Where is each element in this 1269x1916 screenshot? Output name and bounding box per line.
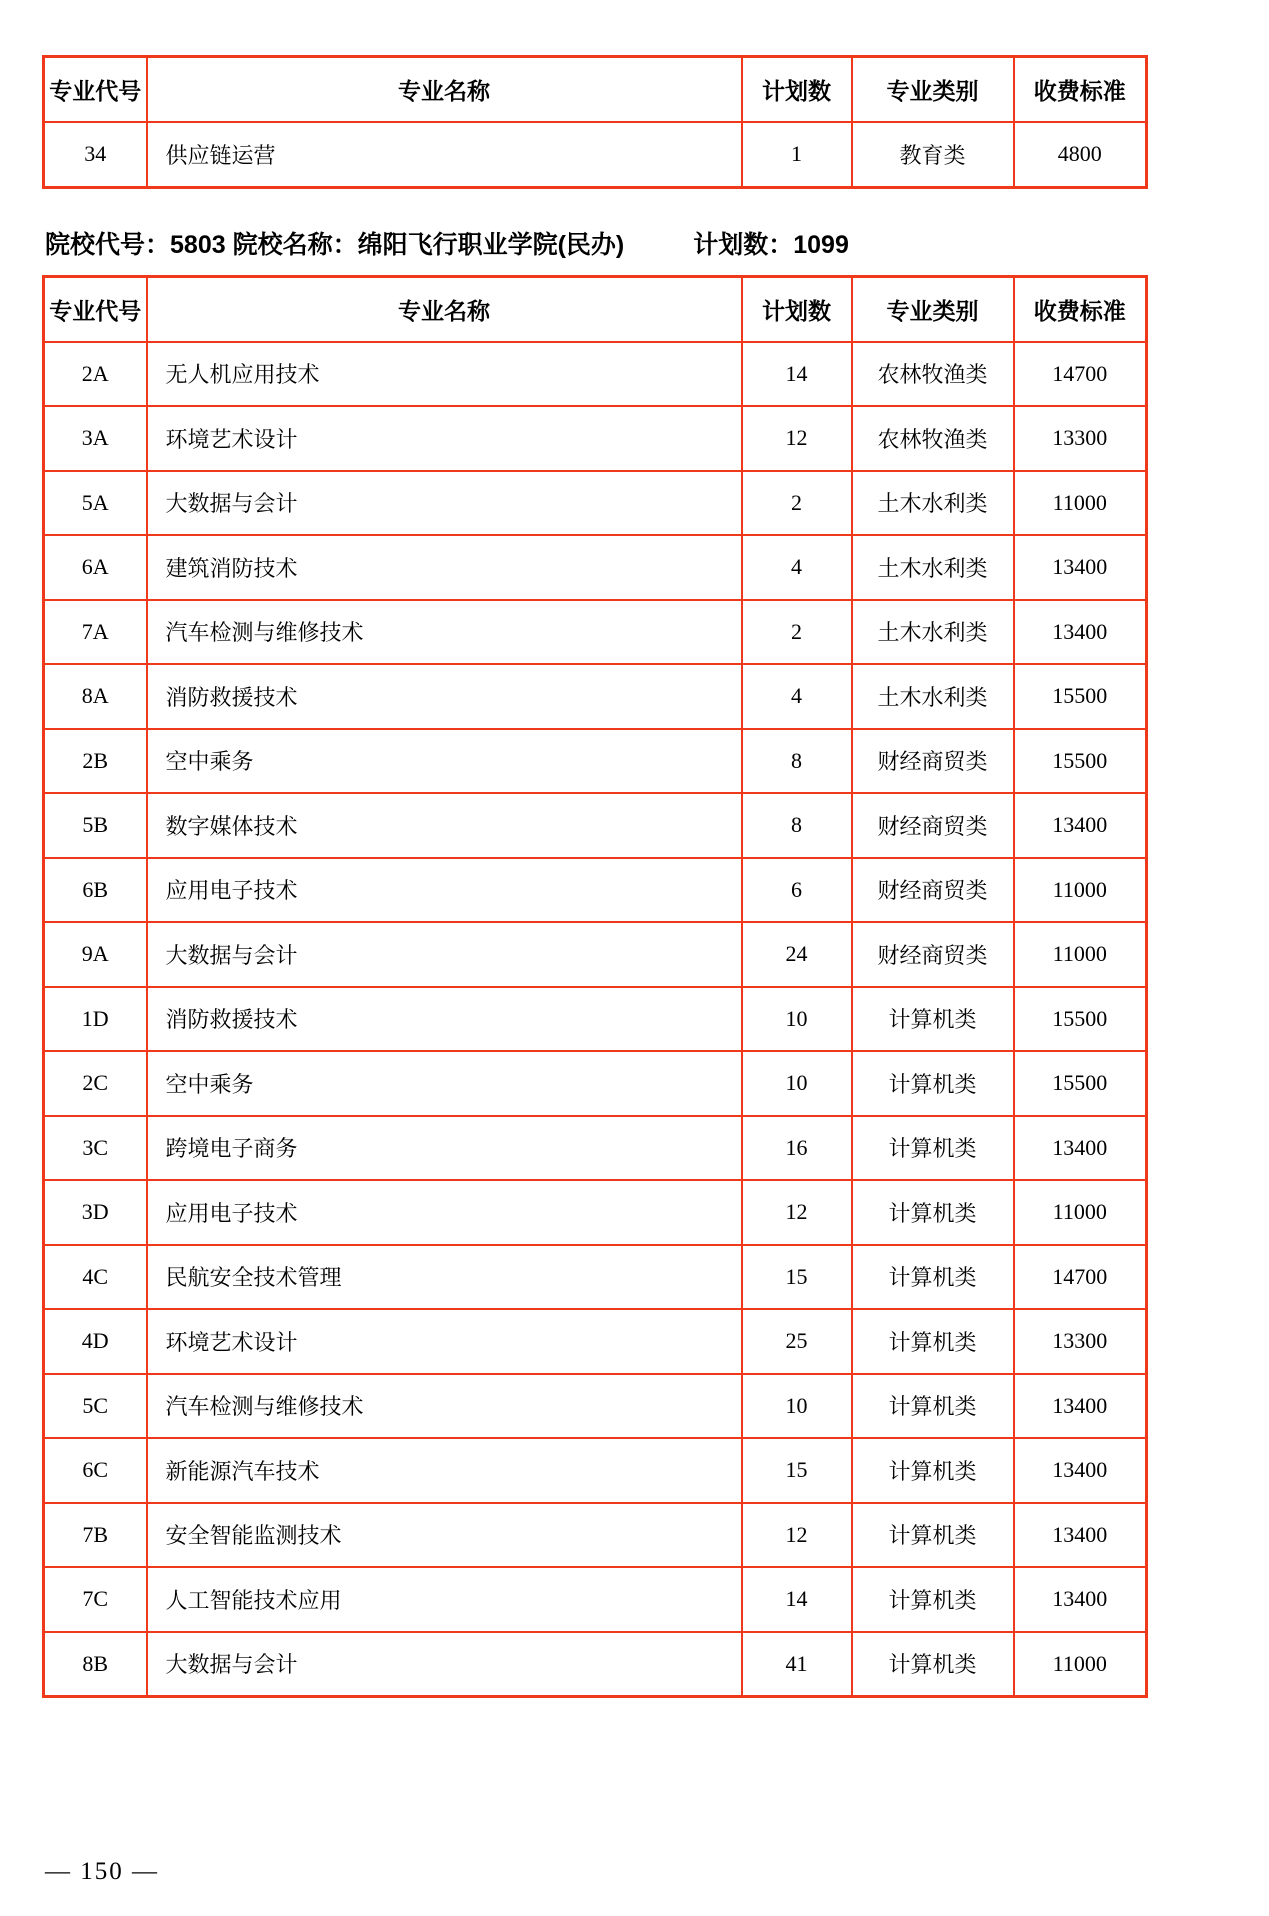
table-row	[44, 858, 1147, 923]
header-plan-count: 计划数	[742, 276, 852, 342]
table-row	[44, 122, 1147, 187]
table-row	[44, 664, 1147, 729]
cell-fee-standard: 15500	[1014, 1051, 1147, 1116]
cell-major-code: 7C	[44, 1567, 147, 1632]
cell-major-name: 消防救援技术	[147, 987, 742, 1052]
table-header-row	[44, 57, 1147, 123]
cell-major-code: 3D	[44, 1180, 147, 1245]
table-row	[44, 535, 1147, 600]
cell-major-category: 土木水利类	[852, 664, 1014, 729]
cell-major-name: 汽车检测与维修技术	[147, 1374, 742, 1439]
college-plan-label: 计划数：	[693, 230, 794, 259]
cell-major-name: 大数据与会计	[147, 1632, 742, 1697]
table-row	[44, 1245, 1147, 1310]
cell-plan-count: 15	[742, 1245, 852, 1310]
cell-plan-count: 8	[742, 729, 852, 794]
cell-major-name: 环境艺术设计	[147, 1309, 742, 1374]
cell-major-category: 土木水利类	[852, 600, 1014, 665]
cell-major-name: 民航安全技术管理	[147, 1245, 742, 1310]
header-major-category: 专业类别	[852, 276, 1014, 342]
cell-major-category: 农林牧渔类	[852, 406, 1014, 471]
cell-major-code: 3C	[44, 1116, 147, 1181]
table-row	[44, 793, 1147, 858]
cell-major-name: 环境艺术设计	[147, 406, 742, 471]
college-header	[45, 225, 1269, 261]
table-row	[44, 342, 1147, 407]
cell-major-name: 应用电子技术	[147, 858, 742, 923]
table-body	[44, 122, 1147, 187]
cell-fee-standard: 13400	[1014, 535, 1147, 600]
cell-fee-standard: 15500	[1014, 664, 1147, 729]
cell-major-category: 财经商贸类	[852, 793, 1014, 858]
cell-fee-standard: 11000	[1014, 471, 1147, 536]
cell-fee-standard: 11000	[1014, 858, 1147, 923]
table-header-row	[44, 276, 1147, 342]
cell-plan-count: 16	[742, 1116, 852, 1181]
cell-major-category: 土木水利类	[852, 471, 1014, 536]
cell-major-code: 2A	[44, 342, 147, 407]
cell-fee-standard: 13400	[1014, 1567, 1147, 1632]
cell-major-category: 计算机类	[852, 987, 1014, 1052]
cell-major-code: 4D	[44, 1309, 147, 1374]
cell-major-category: 财经商贸类	[852, 729, 1014, 794]
cell-fee-standard: 13300	[1014, 1309, 1147, 1374]
cell-major-name: 无人机应用技术	[147, 342, 742, 407]
cell-major-code: 6C	[44, 1438, 147, 1503]
cell-plan-count: 15	[742, 1438, 852, 1503]
cell-major-code: 8A	[44, 664, 147, 729]
cell-major-name: 空中乘务	[147, 729, 742, 794]
cell-major-name: 人工智能技术应用	[147, 1567, 742, 1632]
page-number: — 150 —	[45, 1858, 159, 1885]
cell-plan-count: 4	[742, 535, 852, 600]
cell-major-code: 8B	[44, 1632, 147, 1697]
cell-major-code: 2B	[44, 729, 147, 794]
cell-plan-count: 4	[742, 664, 852, 729]
cell-major-name: 大数据与会计	[147, 471, 742, 536]
cell-major-code: 5C	[44, 1374, 147, 1439]
cell-fee-standard: 15500	[1014, 729, 1147, 794]
table-row	[44, 1051, 1147, 1116]
cell-major-category: 计算机类	[852, 1503, 1014, 1568]
table-row	[44, 1180, 1147, 1245]
table-row	[44, 600, 1147, 665]
cell-fee-standard: 13400	[1014, 1374, 1147, 1439]
cell-fee-standard: 14700	[1014, 342, 1147, 407]
cell-plan-count: 41	[742, 1632, 852, 1697]
cell-major-code: 7B	[44, 1503, 147, 1568]
cell-major-code: 3A	[44, 406, 147, 471]
cell-major-name: 汽车检测与维修技术	[147, 600, 742, 665]
header-fee-standard: 收费标准	[1014, 57, 1147, 123]
cell-major-name: 建筑消防技术	[147, 535, 742, 600]
college-name-label: 院校名称：	[232, 230, 358, 259]
table-row	[44, 1309, 1147, 1374]
header-major-code: 专业代号	[44, 57, 147, 123]
cell-major-name: 供应链运营	[147, 122, 742, 187]
cell-major-category: 计算机类	[852, 1632, 1014, 1697]
cell-major-code: 5A	[44, 471, 147, 536]
cell-major-category: 土木水利类	[852, 535, 1014, 600]
table-row	[44, 1632, 1147, 1697]
header-fee-standard: 收费标准	[1014, 276, 1147, 342]
cell-major-code: 9A	[44, 922, 147, 987]
cell-major-code: 6A	[44, 535, 147, 600]
cell-plan-count: 12	[742, 1180, 852, 1245]
cell-major-category: 计算机类	[852, 1051, 1014, 1116]
cell-plan-count: 12	[742, 406, 852, 471]
cell-major-name: 数字媒体技术	[147, 793, 742, 858]
plan-table-college	[42, 275, 1148, 1699]
cell-plan-count: 2	[742, 600, 852, 665]
header-plan-count: 计划数	[742, 57, 852, 123]
cell-major-code: 7A	[44, 600, 147, 665]
cell-fee-standard: 13400	[1014, 1438, 1147, 1503]
cell-major-code: 2C	[44, 1051, 147, 1116]
cell-major-category: 计算机类	[852, 1374, 1014, 1439]
cell-plan-count: 14	[742, 342, 852, 407]
cell-plan-count: 12	[742, 1503, 852, 1568]
cell-fee-standard: 14700	[1014, 1245, 1147, 1310]
cell-major-code: 34	[44, 122, 147, 187]
cell-major-category: 教育类	[852, 122, 1014, 187]
college-code-label: 院校代号：	[45, 230, 171, 259]
cell-major-name: 安全智能监测技术	[147, 1503, 742, 1568]
cell-fee-standard: 13400	[1014, 1116, 1147, 1181]
cell-plan-count: 6	[742, 858, 852, 923]
cell-plan-count: 2	[742, 471, 852, 536]
cell-major-code: 5B	[44, 793, 147, 858]
cell-major-category: 计算机类	[852, 1116, 1014, 1181]
table-row	[44, 471, 1147, 536]
cell-major-name: 空中乘务	[147, 1051, 742, 1116]
cell-major-category: 财经商贸类	[852, 922, 1014, 987]
table-row	[44, 1503, 1147, 1568]
cell-major-category: 计算机类	[852, 1309, 1014, 1374]
cell-major-category: 财经商贸类	[852, 858, 1014, 923]
table-row	[44, 1374, 1147, 1439]
table-body	[44, 342, 1147, 1697]
table-row	[44, 987, 1147, 1052]
cell-plan-count: 1	[742, 122, 852, 187]
cell-major-name: 应用电子技术	[147, 1180, 742, 1245]
cell-major-category: 计算机类	[852, 1180, 1014, 1245]
cell-major-category: 计算机类	[852, 1245, 1014, 1310]
college-plan-value: 1099	[793, 230, 849, 259]
header-major-category: 专业类别	[852, 57, 1014, 123]
cell-plan-count: 10	[742, 1374, 852, 1439]
cell-major-code: 1D	[44, 987, 147, 1052]
cell-major-code: 6B	[44, 858, 147, 923]
cell-major-category: 农林牧渔类	[852, 342, 1014, 407]
college-name-value: 绵阳飞行职业学院(民办)	[357, 230, 625, 259]
cell-major-category: 计算机类	[852, 1438, 1014, 1503]
plan-table-continued	[42, 55, 1148, 189]
cell-fee-standard: 11000	[1014, 1180, 1147, 1245]
table-row	[44, 406, 1147, 471]
cell-major-category: 计算机类	[852, 1567, 1014, 1632]
cell-major-name: 大数据与会计	[147, 922, 742, 987]
cell-plan-count: 24	[742, 922, 852, 987]
cell-fee-standard: 11000	[1014, 922, 1147, 987]
cell-fee-standard: 4800	[1014, 122, 1147, 187]
cell-major-name: 跨境电子商务	[147, 1116, 742, 1181]
table-row	[44, 1567, 1147, 1632]
cell-fee-standard: 13400	[1014, 600, 1147, 665]
cell-plan-count: 25	[742, 1309, 852, 1374]
cell-major-code: 4C	[44, 1245, 147, 1310]
cell-major-name: 新能源汽车技术	[147, 1438, 742, 1503]
header-major-name: 专业名称	[147, 276, 742, 342]
header-major-name: 专业名称	[147, 57, 742, 123]
table-row	[44, 1438, 1147, 1503]
cell-plan-count: 14	[742, 1567, 852, 1632]
header-major-code: 专业代号	[44, 276, 147, 342]
cell-fee-standard: 13400	[1014, 1503, 1147, 1568]
cell-plan-count: 10	[742, 987, 852, 1052]
cell-major-name: 消防救援技术	[147, 664, 742, 729]
cell-fee-standard: 13400	[1014, 793, 1147, 858]
cell-fee-standard: 11000	[1014, 1632, 1147, 1697]
cell-plan-count: 10	[742, 1051, 852, 1116]
cell-plan-count: 8	[742, 793, 852, 858]
cell-fee-standard: 15500	[1014, 987, 1147, 1052]
cell-fee-standard: 13300	[1014, 406, 1147, 471]
table-row	[44, 922, 1147, 987]
table-row	[44, 729, 1147, 794]
table-row	[44, 1116, 1147, 1181]
college-code-value: 5803	[170, 230, 226, 259]
